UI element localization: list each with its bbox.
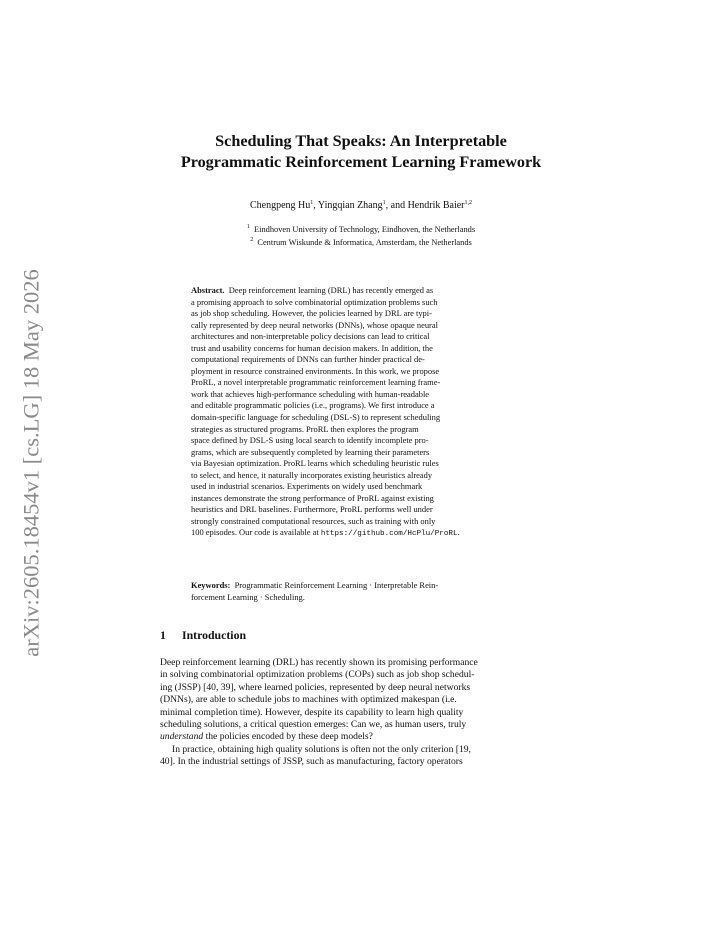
abstract-line: work that achieves high-performance scheduling with human-readable: [191, 388, 430, 399]
abstract-line: strongly constrained computational resources, such as training with only: [191, 515, 436, 526]
affiliation-mark: 2: [250, 236, 254, 243]
author-separator: ,: [313, 200, 318, 211]
abstract-line: grams, which are subsequently completed by learning their parameters: [191, 446, 430, 457]
abstract-text: 100 episodes. Our code is available at: [191, 527, 321, 538]
abstract-line: instances demonstrate the strong performance of ProRL against existing: [191, 492, 434, 503]
author-affil-mark: 1: [382, 200, 386, 206]
keywords-text: Programmatic Reinforcement Learning · Interpretable Rein-: [234, 580, 439, 590]
arxiv-identifier: arXiv:2605.18454v1 [cs.LG] 18 May 2026: [19, 269, 45, 657]
body-line: [160, 731, 570, 743]
author-affil-mark: 1,2: [464, 200, 473, 206]
abstract-line: a promising approach to solve combinatorial optimization problems such: [191, 296, 438, 307]
body-line: minimal completion time). However, despite its capability to learn high quality: [160, 706, 464, 718]
abstract-text: .: [457, 527, 460, 538]
abstract-line: ProRL, a novel interpretable programmatic reinforcement learning frame-: [191, 377, 441, 388]
abstract-line: and editable programmatic policies (i.e., programs). We first introduce a: [191, 400, 435, 411]
section-number: 1: [160, 628, 166, 642]
body-line: ing (JSSP) [40, 39], where learned policies, represented by deep neural networks: [160, 681, 471, 693]
abstract-line: [191, 285, 531, 297]
abstract-line: strategies as structured programs. ProRL then explores the program: [191, 423, 419, 434]
abstract-line: [191, 527, 531, 541]
keywords-label: Keywords:: [191, 580, 231, 590]
emphasis: understand: [160, 731, 204, 743]
body-line: scheduling solutions, a critical question emerges: Can we, as human users, truly: [160, 719, 467, 731]
keywords: [191, 580, 531, 603]
affiliation-list: [140, 224, 582, 249]
abstract-line: ployment in resource constrained environments. In this work, we propose: [191, 365, 440, 376]
affiliation-text: Eindhoven University of Technology, Eindhoven, the Netherlands: [254, 225, 476, 234]
abstract-text: Deep reinforcement learning (DRL) has recently emerged as: [228, 285, 434, 295]
author-name: Hendrik Baier: [407, 200, 465, 211]
code-link[interactable]: https://github.com/HcPlu/ProRL: [320, 530, 458, 539]
author-list: [140, 199, 582, 213]
body-line: Deep reinforcement learning (DRL) has recently shown its promising performance: [160, 657, 478, 668]
affiliation: [140, 224, 582, 237]
body-line: in solving combinatorial optimization problems (COPs) such as job shop schedul-: [160, 669, 475, 681]
affiliation-text: Centrum Wiskunde & Informatica, Amsterdam, the Netherlands: [257, 237, 472, 247]
arxiv-sidebar: [20, 253, 44, 673]
abstract-line: to select, and hence, it naturally incorporates existing heuristics already: [191, 469, 433, 480]
abstract-line: architectures and non-interpretable policy decisions can lead to critical: [191, 331, 430, 342]
keywords-line: forcement Learning · Scheduling.: [191, 591, 305, 602]
keywords-line: [191, 580, 531, 592]
body-text: [160, 657, 570, 769]
body-line: 40]. In the industrial settings of JSSP, such as manufacturing, factory operators: [160, 756, 463, 768]
abstract-line: domain-specific language for scheduling (DSL-S) to represent scheduling: [191, 412, 441, 423]
paragraph: [160, 657, 570, 731]
affiliation-mark: 1: [246, 224, 250, 230]
paper-title: [120, 131, 602, 173]
affiliation: [140, 237, 582, 250]
abstract-line: via Bayesian optimization. ProRL learns which scheduling heuristic rules: [191, 458, 439, 469]
body-line-text: the policies encoded by these deep models?: [203, 731, 373, 743]
abstract-line: computational requirements of DNNs can further hinder practical de-: [191, 354, 425, 365]
abstract-line: space defined by DSL-S using local search to identify incomplete pro-: [191, 435, 429, 446]
author-name: Yingqian Zhang: [317, 200, 383, 211]
abstract: [191, 285, 531, 541]
author-name: Chengpeng Hu: [249, 200, 311, 211]
title-line: Programmatic Reinforcement Learning Framework: [180, 153, 542, 171]
body-line: (DNNs), are able to schedule jobs to machines with optimized makespan (i.e.: [160, 694, 457, 706]
body-line: In practice, obtaining high quality solutions is often not the only criterion [19,: [172, 743, 471, 755]
abstract-label: Abstract.: [191, 285, 225, 295]
author-separator: , and: [385, 200, 408, 211]
author-affil-mark: 1: [310, 200, 314, 206]
abstract-line: used in industrial scenarios. Experiments on widely used benchmark: [191, 481, 423, 492]
section-heading: [160, 627, 560, 643]
abstract-body: [191, 297, 531, 528]
abstract-line: as job shop scheduling. However, the policies learned by DRL are typi-: [191, 308, 432, 319]
abstract-line: cally represented by deep neural networks (DNNs), whose opaque neural: [191, 319, 438, 330]
section-title: Introduction: [182, 628, 247, 642]
title-line: Scheduling That Speaks: An Interpretable: [215, 132, 507, 150]
abstract-line: heuristics and DRL baselines. Furthermore, ProRL performs well under: [191, 504, 433, 515]
abstract-line: trust and usability concerns for human decision makers. In addition, the: [191, 342, 433, 353]
